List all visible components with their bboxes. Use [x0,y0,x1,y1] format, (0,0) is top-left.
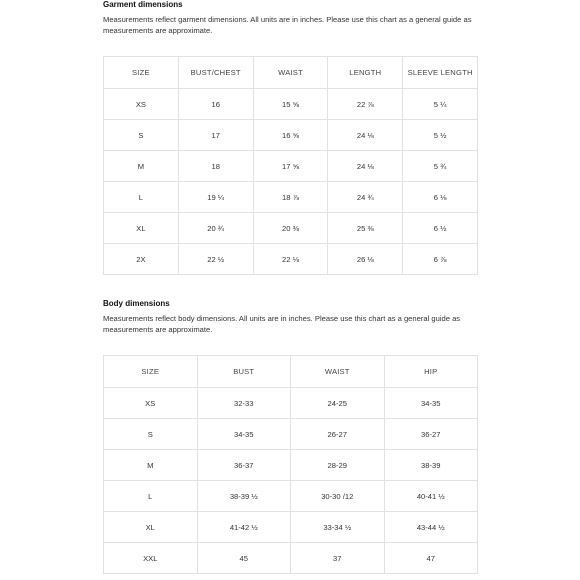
table-cell: 6 ⅛ [403,182,478,213]
table-cell: 5 ½ [403,120,478,151]
table-cell: 38-39 ½ [197,481,291,512]
table-cell: 47 [384,543,478,574]
table-cell: M [104,151,179,182]
table-cell: 32-33 [197,388,291,419]
table-row [104,481,478,512]
table-cell: 22 ½ [178,244,253,275]
column-header: HIP [384,356,478,388]
garment-size-table [103,56,478,275]
table-header-row [104,57,478,89]
table-cell: 34-35 [384,388,478,419]
table-cell: L [104,481,198,512]
table-cell: S [104,120,179,151]
table-cell: 25 ⅜ [328,213,403,244]
table-cell: XS [104,388,198,419]
table-cell: 45 [197,543,291,574]
table-cell: 38-39 [384,450,478,481]
table-cell: 20 ⅜ [253,213,328,244]
table-cell: 18 [178,151,253,182]
table-cell: 19 ¼ [178,182,253,213]
table-row [104,419,478,450]
table-row [104,182,478,213]
table-cell: 34-35 [197,419,291,450]
table-cell: 30-30 /12 [291,481,385,512]
table-row [104,89,478,120]
column-header: SIZE [104,57,179,89]
table-cell: L [104,182,179,213]
table-cell: 43-44 ½ [384,512,478,543]
table-cell: 18 ⅞ [253,182,328,213]
table-cell: 20 ¾ [178,213,253,244]
table-cell: XS [104,89,179,120]
body-dimensions-description: Measurements reflect body dimensions. All units are in inches. Please use this chart as a general guide as measurements are approximate. [103,314,461,334]
table-cell: 17 ⅝ [253,151,328,182]
table-cell: 26 ⅛ [328,244,403,275]
garment-dimensions-title: Garment dimensions [103,0,183,9]
table-cell: 15 ⅝ [253,89,328,120]
table-cell: 2X [104,244,179,275]
body-dimensions-title: Body dimensions [103,299,170,308]
table-cell: 40-41 ½ [384,481,478,512]
table-cell: 37 [291,543,385,574]
table-cell: S [104,419,198,450]
table-cell: 28-29 [291,450,385,481]
table-cell: M [104,450,198,481]
table-row [104,244,478,275]
table-cell: 6 ⅞ [403,244,478,275]
table-cell: 33-34 ½ [291,512,385,543]
table-header-row [104,356,478,388]
table-cell: 5 ¾ [403,151,478,182]
table-cell: 24 ⅛ [328,151,403,182]
column-header: WAIST [253,57,328,89]
table-cell: 24 ¾ [328,182,403,213]
table-cell: XXL [104,543,198,574]
table-row [104,213,478,244]
table-row [104,543,478,574]
table-row [104,388,478,419]
table-cell: 36-37 [197,450,291,481]
table-cell: 22 ⅞ [328,89,403,120]
column-header: SIZE [104,356,198,388]
table-cell: 24-25 [291,388,385,419]
table-cell: 17 [178,120,253,151]
table-cell: 16 [178,89,253,120]
column-header: WAIST [291,356,385,388]
body-size-table [103,355,478,574]
table-cell: 5 ¼ [403,89,478,120]
table-cell: XL [104,512,198,543]
table-row [104,512,478,543]
column-header: BUST/CHEST [178,57,253,89]
table-cell: 6 ½ [403,213,478,244]
garment-dimensions-description: Measurements reflect garment dimensions. All units are in inches. Please use this chart as a general guide as measurements are approximate. [103,15,472,35]
table-row [104,120,478,151]
table-cell: 36-27 [384,419,478,450]
table-cell: XL [104,213,179,244]
table-cell: 26-27 [291,419,385,450]
table-cell: 22 ⅛ [253,244,328,275]
table-cell: 16 ⅝ [253,120,328,151]
table-row [104,450,478,481]
column-header: SLEEVE LENGTH [403,57,478,89]
column-header: BUST [197,356,291,388]
column-header: LENGTH [328,57,403,89]
table-cell: 24 ⅛ [328,120,403,151]
table-row [104,151,478,182]
table-cell: 41-42 ½ [197,512,291,543]
